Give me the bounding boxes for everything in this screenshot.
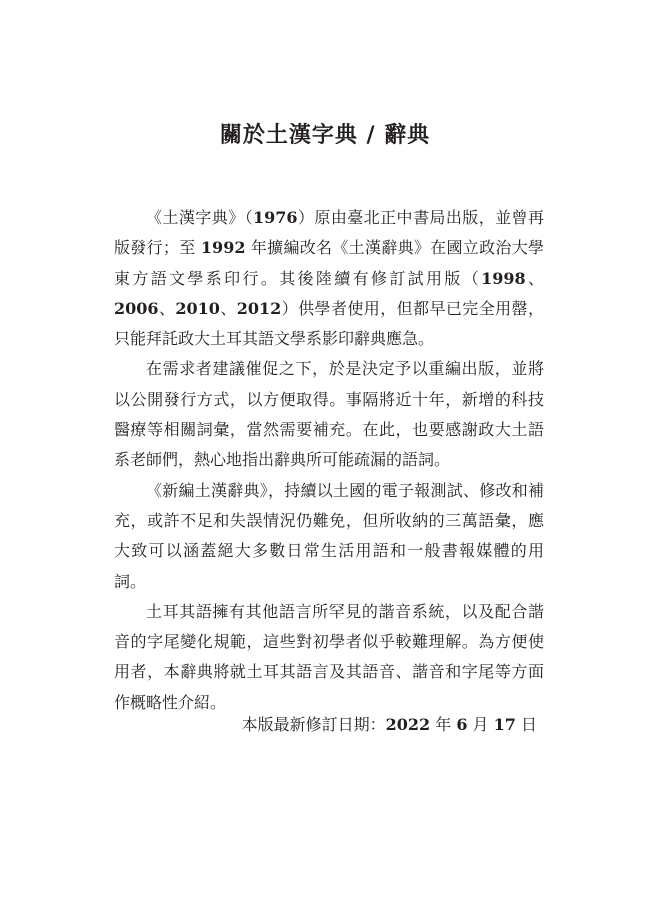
- paragraph-republish: [114, 354, 544, 475]
- year-1998: 1998: [481, 268, 526, 288]
- separator: 、: [525, 268, 544, 288]
- text-segment: 年擴編改名《土漢辭典》在國立政治大學東方語文學系印行。其後陸續有修訂試用版（: [114, 238, 545, 288]
- revision-day: 17: [493, 715, 516, 734]
- text-segment: ）供學者使用，但都早已完全用罄，只能拜託政大土耳其語文學系影印辭典應急。: [114, 298, 544, 349]
- paragraph-history: [114, 203, 544, 354]
- revision-year: 2022: [385, 715, 431, 734]
- revision-year-unit: 年: [430, 715, 457, 734]
- text-segment: 土耳其語擁有其他語言所罕見的諧音系統，以及配合諧音的字尾變化規範，這些對初學者似乎較難理解。為方便使用者，本辭典將就土耳其語言及其語音、諧音和字尾等方面作概略性介紹。: [114, 601, 544, 712]
- text-segment: 《土漢字典》（: [146, 208, 254, 227]
- paragraph-new-edition: [114, 476, 544, 597]
- revision-month: 6: [456, 715, 468, 734]
- paragraph-phonetics: [114, 597, 544, 718]
- year-2012: 2012: [236, 298, 282, 318]
- year-2006: 2006: [114, 298, 159, 318]
- text-segment: 《新編土漢辭典》，持續以土國的電子報測試、修改和補充，或許不足和失誤情況仍難免，但所收納的三萬語彙，應大致可以涵蓋絕大多數日常生活用語和一般書報媒體的用詞。: [114, 480, 544, 591]
- body-text: [114, 203, 544, 718]
- separator: 、: [219, 298, 237, 318]
- revision-day-unit: 日: [515, 715, 537, 734]
- revision-prefix: 本版最新修訂日期：: [241, 715, 386, 734]
- revision-date: [242, 710, 537, 740]
- text-segment: ）原由臺北正中書局出版，並曾再版發行；至: [114, 208, 544, 258]
- text-segment: 在需求者建議催促之下，於是決定予以重編出版，並將以公開發行方式，以方便取得。事隔將近十年，新增的科技醫療等相關詞彙，當然需要補充。在此，也要感謝政大土語系老師們，熱心地指出辭典所可能疏漏的語詞。: [114, 359, 544, 470]
- year-1976: 1976: [253, 208, 298, 227]
- year-2010: 2010: [175, 298, 220, 318]
- revision-month-unit: 月: [467, 715, 494, 734]
- year-1992: 1992: [200, 238, 246, 258]
- page-title: 關於土漢字典 / 辭典: [219, 123, 431, 148]
- separator: 、: [158, 298, 176, 318]
